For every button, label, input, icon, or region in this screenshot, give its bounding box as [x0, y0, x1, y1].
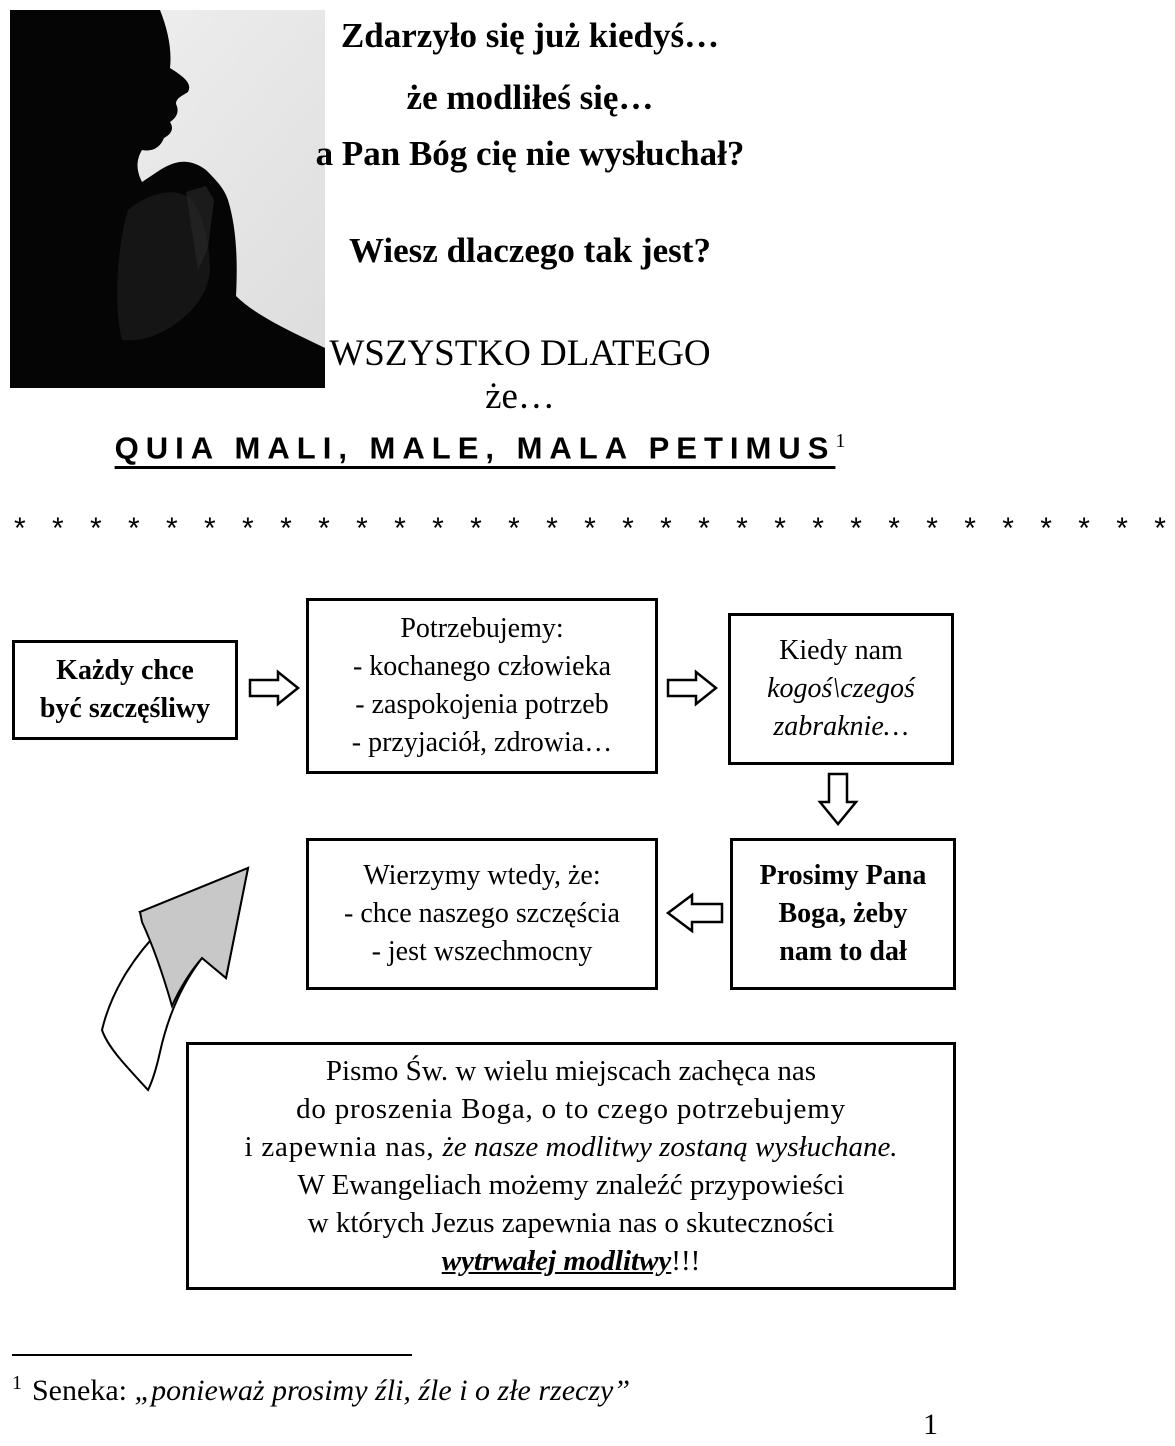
flow-box-lack [728, 613, 954, 765]
footnote-reference: 1 [835, 430, 846, 452]
flow-box-lack-line-2: kogoś\czegoś [767, 673, 915, 704]
scripture-line-3 [244, 1128, 897, 1166]
scripture-line-3-part-1: i zapewnia nas, [244, 1131, 443, 1163]
flow-box-needs-line-2: - kochanego człowieka [352, 651, 612, 682]
scripture-line-5: w których Jezus zapewnia nas o skuteczności [307, 1207, 835, 1239]
flow-box-lack-line-3: zabraknie… [773, 711, 909, 742]
latin-quote-text: QUIA MALI, MALE, MALA PETIMUS [114, 430, 836, 466]
title-line-4: Wiesz dlaczego tak jest? [349, 231, 711, 270]
arrow-left-icon [666, 893, 724, 933]
arrow-down-icon [818, 772, 858, 826]
title-line-1: Zdarzyło się już kiedyś… [340, 16, 720, 55]
scripture-line-1: Pismo Św. w wielu miejscach zachęca nas [325, 1055, 817, 1087]
scripture-line-4: W Ewangeliach możemy znaleźć przypowieści [297, 1169, 845, 1201]
footnote-number: 1 [12, 1372, 22, 1394]
footnote-rule [12, 1354, 412, 1356]
flow-box-needs-line-1: Potrzebujemy: [400, 613, 564, 644]
flow-box-lack-line-1: Kiedy nam [779, 635, 903, 666]
star-separator: * * * * * * * * * * * * * * * * * * * * * * * * * * * * * * * [14, 512, 1175, 545]
flow-box-ask-god [730, 838, 956, 990]
latin-quote-heading [0, 430, 960, 466]
scripture-line-6-exclamation: !!! [671, 1245, 701, 1277]
flow-box-ask-god-line-3: nam to dał [779, 936, 907, 967]
flow-box-ask-god-line-2: Boga, żeby [778, 898, 908, 929]
arrow-right-icon [248, 670, 300, 706]
scripture-line-6-emphasis: wytrwałej modlitwy [441, 1245, 672, 1277]
flow-box-happiness-line-1: Każdy chce [56, 655, 194, 686]
flow-box-needs-line-3: - zaspokojenia potrzeb [355, 689, 609, 720]
scripture-line-6 [442, 1242, 701, 1280]
page-number: 1 [923, 1408, 938, 1441]
flow-box-needs [306, 598, 658, 774]
footnote-label: Seneka: [32, 1374, 135, 1407]
scripture-line-2: do proszenia Boga, o to czego potrzebujemy [296, 1093, 846, 1125]
flow-box-belief [306, 838, 658, 990]
scripture-line-3-part-2: że nasze modlitwy zostaną wysłuchane. [442, 1131, 898, 1163]
flow-box-happiness [12, 640, 238, 740]
flow-box-belief-line-3: - jest wszechmocny [371, 936, 593, 967]
scripture-box [186, 1042, 956, 1290]
footnote [12, 1372, 630, 1408]
title-line-3: a Pan Bóg cię nie wysłuchał? [315, 134, 745, 173]
arrow-right-icon [666, 670, 718, 706]
flow-box-needs-line-4: - przyjaciół, zdrowia… [351, 727, 613, 758]
praying-silhouette-image [10, 10, 325, 388]
title-line-2: że modliłeś się… [406, 78, 654, 117]
flow-box-belief-line-1: Wierzymy wtedy, że: [363, 860, 601, 891]
footnote-text: „ponieważ prosimy źli, źle i o złe rzeczy” [134, 1374, 631, 1407]
flow-box-belief-line-2: - chce naszego szczęścia [344, 898, 620, 929]
flow-box-happiness-line-2: być szczęśliwy [39, 693, 211, 724]
flow-box-ask-god-line-1: Prosimy Pana [759, 860, 927, 891]
title-line-5: WSZYSTKO DLATEGO że… [329, 333, 711, 417]
